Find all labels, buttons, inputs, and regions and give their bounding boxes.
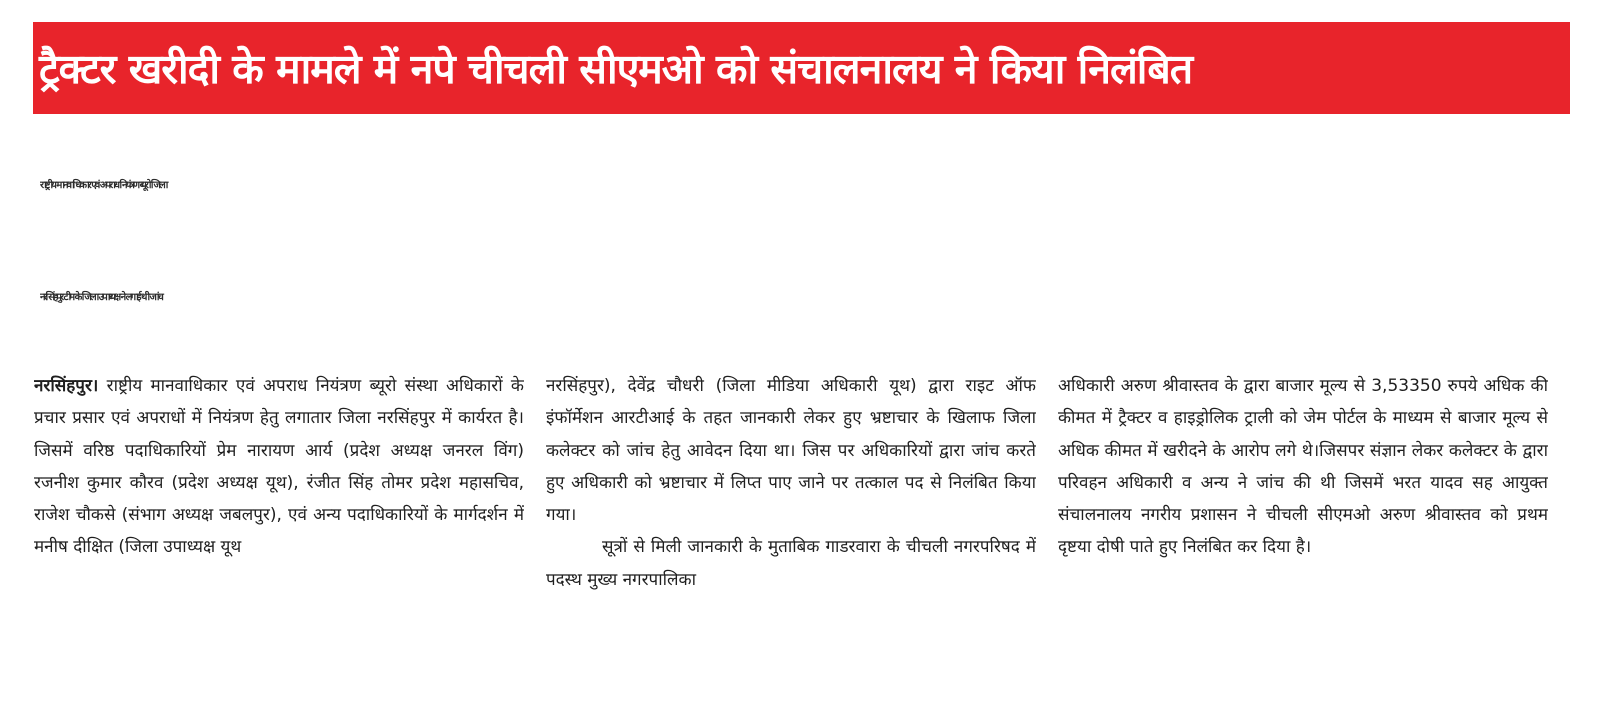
headline-line-1: राष्ट्रीय मानवाधिकार एवं अपराध नियंत्रण ब्यूरो जिला [40, 180, 167, 191]
column-2-paragraph-2: सूत्रों से मिली जानकारी के मुताबिक गाडरवारा के चीचली नगरपरिषद में पदस्थ मुख्य नगरपालिका [546, 537, 1036, 590]
column-1-text: राष्ट्रीय मानवाधिकार एवं अपराध नियंत्रण ब्यूरो संस्था अधिकारों के प्रचार प्रसार एवं अपराधों में नियंत्रण हेतु लगातार जिला नरसिंहपुर में कार्यरत है। जिसमें वरिष्ठ पदाधिकारियों प्रेम नारायण आर्य (प्रदेश अध्यक्ष जनरल विंग) रजनीश कुमार कौरव (प्रदेश अध्यक्ष यूथ), रंजीत सिंह तोमर प्रदेश महासचिव, राजेश चौकसे (संभाग अध्यक्ष जबलपुर), एवं अन्य पदाधिकारियों के मार्गदर्शन में मनीष दीक्षित (जिला उपाध्यक्ष यूथ [34, 376, 524, 558]
headline-line-2: नरसिंहपुर टीम के जिला उपाध्यक्ष ने लगाई थी जांच [40, 292, 162, 303]
article-body [34, 370, 1574, 695]
article-column-3 [1058, 370, 1548, 695]
kicker-banner [33, 22, 1570, 114]
dateline: नरसिंहपुर। [34, 376, 99, 396]
main-headline [40, 130, 1580, 354]
article-column-1 [34, 370, 524, 695]
column-1-paragraph [34, 370, 524, 564]
article-column-2 [546, 370, 1036, 695]
column-3-paragraph: अधिकारी अरुण श्रीवास्तव के द्वारा बाजार मूल्य से 3,53350 रुपये अधिक की कीमत में ट्रैक्टर व हाइड्रोलिक ट्राली को जेम पोर्टल के माध्यम से बाजार मूल्य से अधिक कीमत में खरीदने के आरोप लगे थे।जिसपर संज्ञान लेकर कलेक्टर के द्वारा परिवहन अधिकारी व अन्य ने जांच की थी जिसमें भरत यादव सह आयुक्त संचालनालय नगरीय प्रशासन ने चीचली सीएमओ अरुण श्रीवास्तव को प्रथम दृष्टया दोषी पाते हुए निलंबित कर दिया है। [1058, 376, 1548, 558]
kicker-text: ट्रैक्टर खरीदी के मामले में नपे चीचली सीएमओ को संचालनालय ने किया निलंबित [39, 45, 1193, 93]
column-2-paragraph-1: नरसिंहपुर), देवेंद्र चौधरी (जिला मीडिया अधिकारी यूथ) द्वारा राइट ऑफ इंफॉर्मेशन आरटीआई के तहत जानकारी लेकर हुए भ्रष्टाचार के खिलाफ जिला कलेक्टर को जांच हेतु आवेदन दिया था। जिस पर अधिकारियों द्वारा जांच करते हुए अधिकारी को भ्रष्टाचार में लिप्त पाए जाने पर तत्काल पद से निलंबित किया गया। [546, 376, 1036, 526]
